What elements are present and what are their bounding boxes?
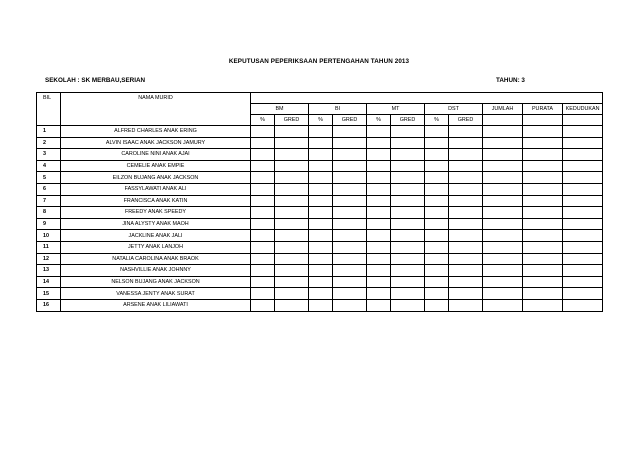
header-pct: % [367, 115, 391, 126]
results-table [36, 92, 603, 312]
row-cell [367, 195, 391, 207]
row-cell [563, 183, 603, 195]
row-cell [563, 265, 603, 277]
row-cell [251, 276, 275, 288]
row-cell [563, 241, 603, 253]
row-cell [309, 241, 333, 253]
header-gred: GRED [333, 115, 367, 126]
row-cell [391, 265, 425, 277]
row-cell [309, 149, 333, 161]
row-cell [391, 299, 425, 311]
row-bil: 6 [37, 183, 61, 195]
row-cell [449, 299, 483, 311]
row-cell [251, 207, 275, 219]
row-cell [251, 299, 275, 311]
row-cell [483, 299, 523, 311]
row-cell [391, 207, 425, 219]
row-cell [523, 276, 563, 288]
row-cell [563, 276, 603, 288]
row-student-name: JINA ALYSTY ANAK MAOH [61, 218, 251, 230]
row-cell [309, 126, 333, 138]
row-cell [333, 253, 367, 265]
row-cell [275, 241, 309, 253]
row-cell [333, 276, 367, 288]
row-cell [275, 299, 309, 311]
row-cell [333, 195, 367, 207]
table-row [37, 276, 603, 288]
row-cell [523, 230, 563, 242]
header-name-cont [61, 104, 251, 115]
row-cell [367, 230, 391, 242]
header-subject-dst: DST [425, 104, 483, 115]
row-cell [275, 195, 309, 207]
row-student-name: JETTY ANAK LANJOH [61, 241, 251, 253]
row-cell [425, 195, 449, 207]
row-cell [563, 299, 603, 311]
row-cell [275, 160, 309, 172]
row-cell [367, 299, 391, 311]
row-cell [483, 126, 523, 138]
row-student-name: ARSENE ANAK LILIAWATI [61, 299, 251, 311]
row-cell [483, 172, 523, 184]
row-cell [425, 288, 449, 300]
header-jumlah-cont [483, 115, 523, 126]
row-cell [563, 207, 603, 219]
row-cell [251, 160, 275, 172]
row-cell [251, 183, 275, 195]
row-cell [483, 218, 523, 230]
row-cell [275, 172, 309, 184]
header-subject-bi: BI [309, 104, 367, 115]
row-cell [483, 288, 523, 300]
row-cell [333, 160, 367, 172]
row-cell [309, 230, 333, 242]
row-cell [275, 218, 309, 230]
row-bil: 9 [37, 218, 61, 230]
row-cell [391, 253, 425, 265]
row-cell [425, 265, 449, 277]
row-cell [275, 149, 309, 161]
row-cell [523, 288, 563, 300]
table-row [37, 172, 603, 184]
row-cell [333, 126, 367, 138]
row-cell [367, 218, 391, 230]
row-cell [309, 218, 333, 230]
table-row [37, 299, 603, 311]
row-student-name: ALVIN ISAAC ANAK JACKSON JAMURY [61, 137, 251, 149]
row-student-name: ALFRED CHARLES ANAK ERING [61, 126, 251, 138]
table-row [37, 288, 603, 300]
row-cell [367, 172, 391, 184]
row-cell [391, 241, 425, 253]
row-cell [333, 137, 367, 149]
row-cell [563, 172, 603, 184]
row-cell [425, 207, 449, 219]
row-cell [309, 137, 333, 149]
row-cell [251, 218, 275, 230]
table-row [37, 253, 603, 265]
row-cell [367, 253, 391, 265]
row-cell [251, 149, 275, 161]
row-cell [425, 172, 449, 184]
row-cell [333, 149, 367, 161]
row-cell [483, 276, 523, 288]
row-cell [251, 195, 275, 207]
row-cell [449, 265, 483, 277]
row-cell [391, 160, 425, 172]
row-cell [333, 265, 367, 277]
row-cell [391, 288, 425, 300]
row-cell [483, 137, 523, 149]
row-cell [449, 160, 483, 172]
row-cell [309, 253, 333, 265]
row-cell [449, 288, 483, 300]
row-student-name: VANESSA JENTY ANAK SURAT [61, 288, 251, 300]
header-pct: % [425, 115, 449, 126]
row-cell [449, 183, 483, 195]
row-student-name: FREEDY ANAK SPEEDY [61, 207, 251, 219]
table-row [37, 137, 603, 149]
row-cell [449, 276, 483, 288]
row-cell [309, 207, 333, 219]
row-cell [425, 137, 449, 149]
row-cell [425, 126, 449, 138]
year-label: TAHUN: 3 [496, 77, 525, 84]
row-cell [483, 183, 523, 195]
row-student-name: EILZON BUJANG ANAK JACKSON [61, 172, 251, 184]
row-cell [425, 276, 449, 288]
row-cell [523, 299, 563, 311]
header-bil-cont [37, 104, 61, 115]
row-cell [425, 183, 449, 195]
row-bil: 15 [37, 288, 61, 300]
row-cell [563, 149, 603, 161]
row-cell [251, 265, 275, 277]
row-cell [483, 195, 523, 207]
row-cell [563, 218, 603, 230]
row-bil: 16 [37, 299, 61, 311]
row-bil: 3 [37, 149, 61, 161]
row-bil: 10 [37, 230, 61, 242]
row-cell [251, 172, 275, 184]
row-cell [367, 137, 391, 149]
row-cell [275, 265, 309, 277]
row-cell [391, 137, 425, 149]
row-cell [449, 172, 483, 184]
row-cell [425, 149, 449, 161]
header-gred: GRED [275, 115, 309, 126]
row-cell [391, 230, 425, 242]
header-bil-cont2 [37, 115, 61, 126]
table-row [37, 149, 603, 161]
row-student-name: NATALIA CAROLINA ANAK BRAOK [61, 253, 251, 265]
row-cell [275, 288, 309, 300]
row-cell [309, 288, 333, 300]
row-cell [483, 149, 523, 161]
row-cell [563, 137, 603, 149]
row-cell [333, 183, 367, 195]
row-cell [449, 149, 483, 161]
row-cell [333, 218, 367, 230]
row-cell [333, 230, 367, 242]
row-cell [275, 253, 309, 265]
row-cell [523, 126, 563, 138]
row-cell [563, 230, 603, 242]
row-student-name: CAROLINE NINI ANAK AJAI [61, 149, 251, 161]
row-cell [449, 230, 483, 242]
row-student-name: JACKLINE ANAK JALI [61, 230, 251, 242]
row-cell [449, 207, 483, 219]
table-row [37, 195, 603, 207]
row-cell [367, 126, 391, 138]
row-cell [523, 241, 563, 253]
row-cell [367, 207, 391, 219]
header-subject-mt: MT [367, 104, 425, 115]
row-cell [425, 160, 449, 172]
row-cell [563, 288, 603, 300]
table-row [37, 265, 603, 277]
header-pct: % [309, 115, 333, 126]
row-cell [275, 230, 309, 242]
row-bil: 13 [37, 265, 61, 277]
row-cell [275, 126, 309, 138]
row-cell [449, 253, 483, 265]
table-row [37, 126, 603, 138]
header-pct: % [251, 115, 275, 126]
row-student-name: FRANCISCA ANAK KATIN [61, 195, 251, 207]
row-cell [275, 207, 309, 219]
row-cell [333, 288, 367, 300]
row-cell [309, 195, 333, 207]
row-cell [449, 218, 483, 230]
header-subject-bm: BM [251, 104, 309, 115]
header-purata: PURATA [523, 104, 563, 115]
header-gred: GRED [449, 115, 483, 126]
page-title: KEPUTUSAN PEPERIKSAAN PERTENGAHAN TAHUN 2013 [228, 58, 410, 65]
row-cell [309, 299, 333, 311]
row-cell [391, 172, 425, 184]
row-cell [563, 195, 603, 207]
row-bil: 4 [37, 160, 61, 172]
row-cell [391, 126, 425, 138]
school-label: SEKOLAH : SK MERBAU,SERIAN [45, 77, 146, 84]
row-cell [391, 195, 425, 207]
row-cell [449, 126, 483, 138]
row-cell [367, 241, 391, 253]
row-cell [275, 137, 309, 149]
row-student-name: NASHVILLIE ANAK JOHNNY [61, 265, 251, 277]
row-student-name: NELSON BUJANG ANAK JACKSON [61, 276, 251, 288]
row-cell [333, 207, 367, 219]
row-bil: 1 [37, 126, 61, 138]
row-cell [391, 276, 425, 288]
table-row [37, 207, 603, 219]
row-cell [483, 207, 523, 219]
header-kedudukan: KEDUDUKAN [563, 104, 603, 115]
table-row [37, 160, 603, 172]
header-gred: GRED [391, 115, 425, 126]
row-cell [309, 160, 333, 172]
row-cell [483, 160, 523, 172]
row-cell [425, 253, 449, 265]
header-name: NAMA MURID [61, 93, 251, 104]
table-row [37, 218, 603, 230]
table-row [37, 241, 603, 253]
row-cell [333, 299, 367, 311]
row-cell [563, 126, 603, 138]
row-cell [391, 183, 425, 195]
row-cell [425, 299, 449, 311]
row-cell [425, 241, 449, 253]
header-bil: BIL [37, 93, 61, 104]
row-cell [309, 183, 333, 195]
row-cell [367, 288, 391, 300]
row-cell [523, 172, 563, 184]
row-cell [523, 253, 563, 265]
row-cell [309, 276, 333, 288]
row-bil: 12 [37, 253, 61, 265]
row-cell [275, 276, 309, 288]
row-cell [483, 253, 523, 265]
row-cell [425, 230, 449, 242]
header-purata-cont [523, 115, 563, 126]
row-cell [309, 172, 333, 184]
row-cell [425, 218, 449, 230]
row-cell [523, 218, 563, 230]
row-cell [449, 195, 483, 207]
row-student-name: CEMELIE ANAK EMPIE [61, 160, 251, 172]
row-cell [523, 183, 563, 195]
row-cell [563, 160, 603, 172]
row-cell [523, 265, 563, 277]
header-kedudukan-cont [563, 115, 603, 126]
row-cell [333, 172, 367, 184]
row-cell [449, 241, 483, 253]
row-cell [483, 241, 523, 253]
row-cell [449, 137, 483, 149]
table-row [37, 230, 603, 242]
row-cell [367, 265, 391, 277]
row-student-name: FASSYLAWATI ANAK ALI [61, 183, 251, 195]
row-cell [563, 253, 603, 265]
row-cell [251, 126, 275, 138]
row-bil: 7 [37, 195, 61, 207]
row-cell [391, 149, 425, 161]
table-row [37, 183, 603, 195]
header-name-cont2 [61, 115, 251, 126]
row-cell [251, 253, 275, 265]
row-bil: 14 [37, 276, 61, 288]
row-cell [309, 265, 333, 277]
row-cell [523, 195, 563, 207]
row-cell [523, 137, 563, 149]
row-bil: 2 [37, 137, 61, 149]
row-cell [275, 183, 309, 195]
row-cell [251, 137, 275, 149]
row-cell [333, 241, 367, 253]
row-bil: 8 [37, 207, 61, 219]
header-spacer [251, 93, 603, 104]
row-cell [523, 160, 563, 172]
row-cell [251, 241, 275, 253]
row-cell [391, 218, 425, 230]
row-cell [251, 230, 275, 242]
row-bil: 5 [37, 172, 61, 184]
row-bil: 11 [37, 241, 61, 253]
row-cell [523, 207, 563, 219]
header-jumlah: JUMLAH [483, 104, 523, 115]
row-cell [367, 183, 391, 195]
row-cell [523, 149, 563, 161]
row-cell [367, 160, 391, 172]
row-cell [483, 230, 523, 242]
row-cell [251, 288, 275, 300]
row-cell [367, 276, 391, 288]
row-cell [483, 265, 523, 277]
row-cell [367, 149, 391, 161]
